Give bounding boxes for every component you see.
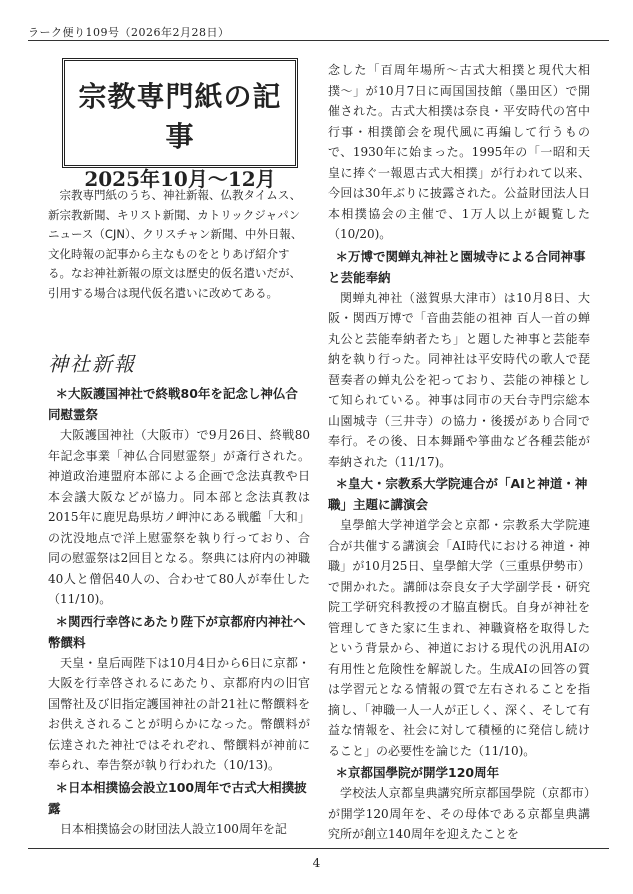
article-heading: ＊万博で関蝉丸神社と園城寺による合同神事と芸能奉納 [328, 248, 586, 285]
footer-divider [28, 848, 609, 849]
article-heading: ＊関西行幸啓にあたり陛下が京都府内神社へ幣饌料 [48, 613, 306, 650]
running-header: ラーク便り109号（2026年2月28日） [28, 26, 230, 39]
title-box [62, 58, 298, 191]
article-body-continued: 念した「百周年場所〜古式大相撲と現代大相撲〜」が10月7日に両国国技館（墨田区）で開催された。古式大相撲は奈良・平安時代の宮中行事・相撲節会を現代風に再編して行うもので、1930年に始まった。1995年の「一昭和天皇に捧ぐ一報恩古式大相撲」が行われて以来、今回は30年ぶりに披露された。公益財団法人日本相撲協会の主催で、1万人以上が観覧した（10/20)。 [328, 63, 590, 241]
article-heading: ＊皇大・宗教系大学院連合が「AIと神道・神職」主題に講演会 [328, 476, 588, 512]
article-heading: ＊京都国學院が開学120周年 [335, 765, 500, 780]
intro-paragraph: 宗教専門紙のうち、神社新報、仏教タイムス、新宗教新聞、キリスト新聞、カトリックジャパンニュース（CJN）、クリスチャン新聞、中外日報、文化時報の記事から主なものをとりあげ紹介する。なお神社新報の原文は歴史的仮名遣いだが、引用する場合は現代仮名遣いに改めてある。 [48, 188, 303, 300]
left-column [48, 348, 310, 840]
article-body: 学校法人京都皇典講究所京都国學院（京都市）が開学120周年を、その母体である京都皇典講究所が創立140周年を迎えたことを [328, 786, 590, 841]
section-title: 神社新報 [48, 352, 136, 376]
period-subtitle: 2025年10月〜12月 [84, 167, 276, 191]
right-column [328, 60, 590, 846]
header-divider [28, 40, 609, 41]
article-body: 皇學館大学神道学会と京都・宗教系大学院連合が共催する講演会「AI時代における神道・神職」が10月25日、皇學館大学（三重県伊勢市）で開かれた。講師は奈良女子大学副学長・研究院工学研究科教授の才脇直樹氏。自身が神社を管理してきた家に生まれ、神職資格を取得したという背景から、神道における現代の汎用AIの有用性と危険性を解説した。生成AIの回答の質は学習元となる情報の質で左右されることを指摘し、「神職一人一人が正しく、深く、そして有益な情報を、社会に対して積極的に発信し続けること」の必要性を論じた（11/10)。 [328, 518, 590, 758]
page-number: 4 [312, 856, 321, 870]
article-body: 日本相撲協会の財団法人設立100周年を記 [60, 821, 287, 836]
page-title: 宗教専門紙の記事 [78, 80, 282, 153]
article-body: 大阪護国神社（大阪市）で9月26日、終戦80年記念事業「神仏合同慰霊祭」が斎行された。神道政治連盟府本部による企画で念法真教や日本会議大阪などが協力。同本部と念法真教は2015年に鹿児島県坊ノ岬沖にある戦艦「大和」の沈没地点で洋上慰霊祭を執り行っており、合同の慰霊祭は2回目となる。祭典には府内の神職40人と僧侶40人の、合わせて80人が奉仕した（11/10)。 [48, 428, 310, 606]
article-body: 関蝉丸神社（滋賀県大津市）は10月8日、大阪・関西万博で「音曲芸能の祖神 百人一首の蝉丸公と芸能奉納者たち」と題した神事と芸能奉納を執り行った。同神社は平安時代の歌人で琵琶奏者の蝉丸公を祀っており、芸能の神様として知られている。神事は同市の天台寺門宗総本山園城寺（三井寺）の協力・後援があり合同で奉行。その後、日本舞踊や箏曲など各種芸能が奉納された（11/17)。 [328, 290, 590, 469]
article-heading: ＊日本相撲協会設立100周年で古式大相撲披露 [48, 779, 307, 816]
article-heading: ＊大阪護国神社で終戦80年を記念し神仏合同慰霊祭 [48, 386, 298, 422]
article-body: 天皇・皇后両陛下は10月4日から6日に京都・大阪を行幸啓されるにあたり、京都府内の旧官国幣社及び旧指定護国神社の計21社に幣饌料をお供えされることが明らかになった。幣饌料が伝達された神社ではそれぞれ、幣饌料が神前に奉られ、奉告祭が執り行われた（10/13)。 [48, 655, 310, 772]
